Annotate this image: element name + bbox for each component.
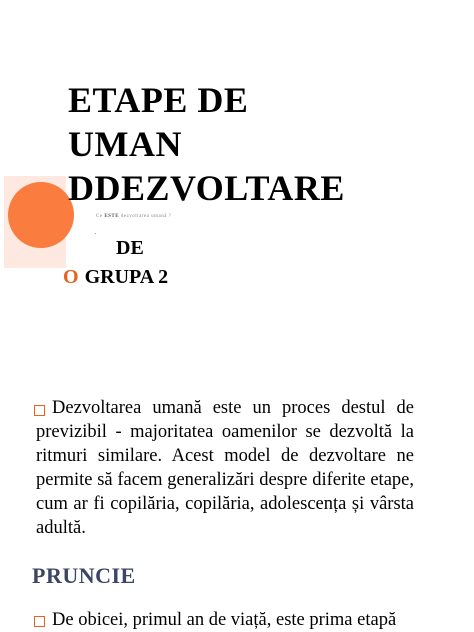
- paragraph-pruncie: De obicei, primul an de viață, este prima etapă: [52, 610, 397, 630]
- orange-circle-decoration: [8, 182, 74, 248]
- paragraph-intro: Dezvoltarea umană este un proces destul de previzibil - majoritatea oamenilor se dezvoltă la ritmuri similare. Acest model de dezvoltare ne permite să facem generalizări despre diferite etape, cum ar fi copilăria, copilăria, adolescența și vârsta adultă.: [36, 398, 414, 538]
- subtitle-de: DE: [116, 237, 144, 259]
- title-line-3: DDEZVOLTARE: [68, 168, 345, 208]
- subtitle-grupa: [63, 266, 168, 289]
- dot-mark: ·: [94, 230, 97, 238]
- page-title: [68, 78, 468, 210]
- title-line-2: UMAN: [68, 124, 182, 164]
- circle-bullet-icon: O: [63, 266, 79, 288]
- tiny-caption: Ce ESTE dezvoltarea umană ?: [96, 214, 172, 219]
- section-heading: PRUNCIE: [32, 563, 136, 588]
- subtitle-grupa-text: GRUPA 2: [84, 266, 169, 288]
- title-line-1: ETAPE DE: [68, 80, 249, 120]
